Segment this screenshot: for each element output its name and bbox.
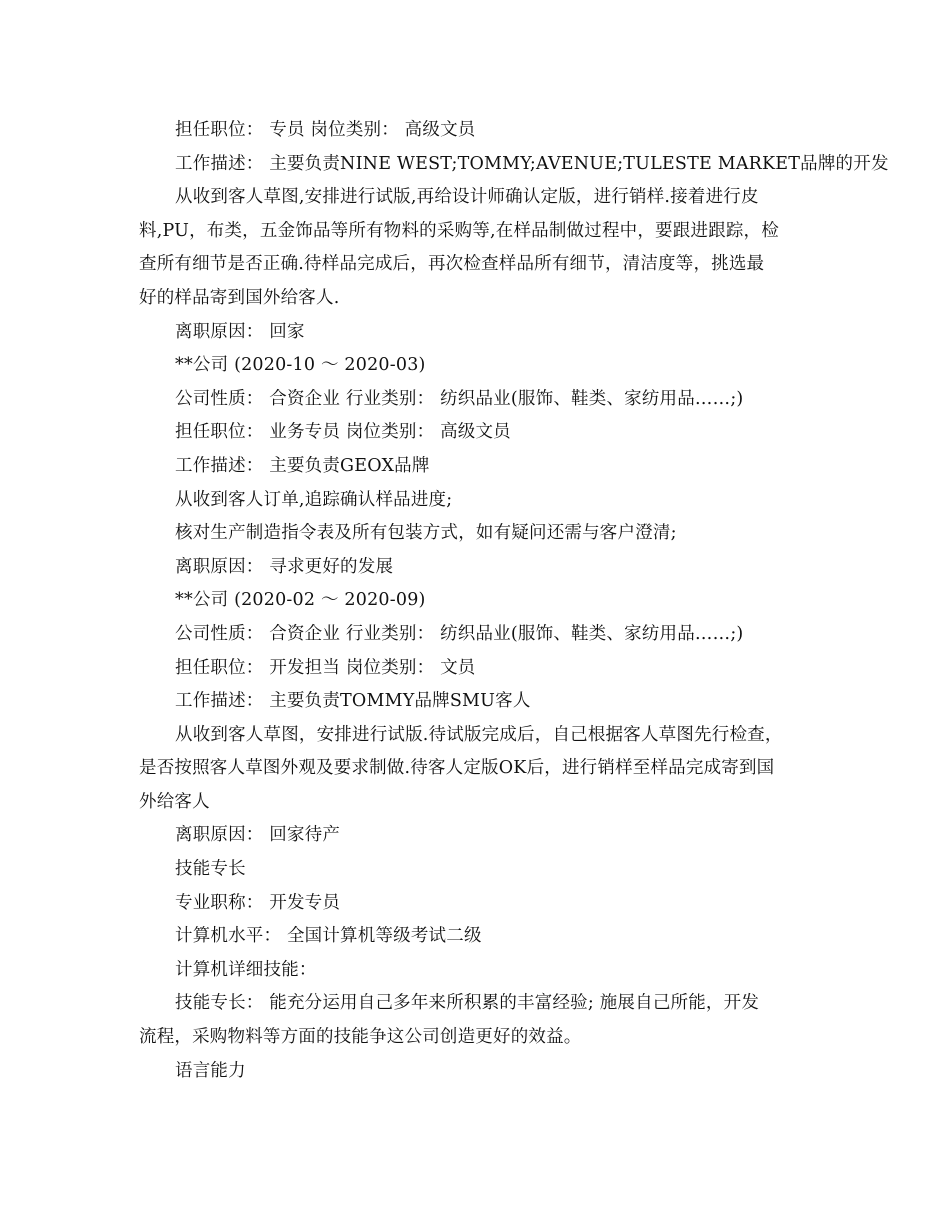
- company-heading: **公司 (2020-10 ～ 2020-03): [175, 355, 426, 376]
- description-text: 好的样品寄到国外给客人.: [139, 287, 340, 308]
- description-text: 从收到客人草图，安排进行试版.待试版完成后，自己根据客人草图先行检查，: [175, 724, 783, 745]
- skills-description-line: 流程，采购物料等方面的技能争这公司创造更好的效益。: [139, 1027, 582, 1048]
- job-description-line: 工作描述： 主要负责NINE WEST;TOMMY;AVENUE;TULESTE MARKET品牌的开发: [175, 153, 889, 174]
- section-heading-language: 语言能力: [175, 1060, 246, 1081]
- position-line: 担任职位： 业务专员 岗位类别： 高级文员: [175, 422, 511, 443]
- job-description-line: 工作描述： 主要负责TOMMY品牌SMU客人: [175, 691, 531, 712]
- description-text: 料,PU，布类，五金饰品等所有物料的采购等,在样品制做过程中，要跟进跟踪，检: [139, 220, 779, 241]
- leave-reason-line: 离职原因： 回家待产: [175, 825, 341, 846]
- computer-level-line: 计算机水平： 全国计算机等级考试二级: [175, 926, 482, 947]
- resume-body: [139, 114, 889, 1088]
- company-nature-line: 公司性质： 合资企业 行业类别： 纺织品业(服饰、鞋类、家纺用品……;): [175, 388, 744, 409]
- description-text: 从收到客人订单,追踪确认样品进度;: [175, 489, 453, 510]
- job-description-line: 工作描述： 主要负责GEOX品牌: [175, 455, 430, 476]
- position-line: 担任职位： 专员 岗位类别： 高级文员: [175, 120, 476, 140]
- skills-description-line: 技能专长： 能充分运用自己多年来所积累的丰富经验; 施展自己所能，开发: [175, 993, 760, 1014]
- company-heading: **公司 (2020-02 ～ 2020-09): [175, 590, 426, 611]
- leave-reason-line: 离职原因： 寻求更好的发展: [175, 556, 394, 577]
- professional-title-line: 专业职称： 开发专员: [175, 892, 341, 913]
- description-text: 查所有细节是否正确.待样品完成后，再次检查样品所有细节，清洁度等，挑选最: [139, 254, 765, 275]
- position-line: 担任职位： 开发担当 岗位类别： 文员: [175, 657, 476, 678]
- description-text: 是否按照客人草图外观及要求制做.待客人定版OK后，进行销样至样品完成寄到国: [139, 758, 775, 779]
- description-text: 外给客人: [139, 791, 210, 812]
- computer-skills-line: 计算机详细技能：: [175, 959, 317, 980]
- description-text: 从收到客人草图,安排进行试版,再给设计师确认定版，进行销样.接着进行皮: [175, 187, 759, 208]
- leave-reason-line: 离职原因： 回家: [175, 321, 305, 342]
- company-nature-line: 公司性质： 合资企业 行业类别： 纺织品业(服饰、鞋类、家纺用品……;): [175, 623, 744, 644]
- section-heading-skills: 技能专长: [175, 859, 246, 880]
- description-text: 核对生产制造指令表及所有包装方式，如有疑问还需与客户澄清;: [175, 523, 677, 544]
